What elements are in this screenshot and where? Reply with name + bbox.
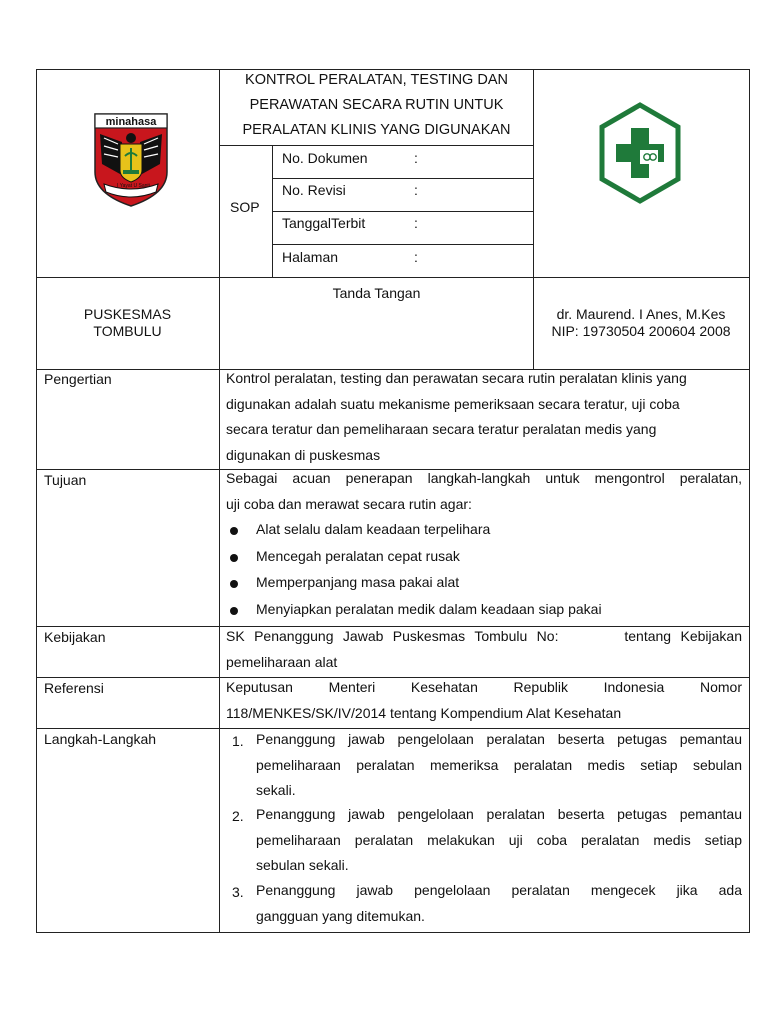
- list-item: Mencegah peralatan cepat rusak: [256, 548, 460, 564]
- signer-info: [533, 306, 749, 340]
- svg-text:minahasa: minahasa: [105, 116, 157, 128]
- signer-name: dr. Maurend. I Anes, M.Kes: [556, 306, 726, 322]
- doc-field-label: No. Revisi: [282, 182, 346, 198]
- doc-field-label: Halaman: [282, 249, 339, 265]
- sop-label: SOP: [230, 199, 260, 215]
- doc-field-sep: :: [414, 182, 418, 198]
- doc-field-label: No. Dokumen: [282, 150, 368, 166]
- bullet-icon: [230, 554, 238, 562]
- section-label-pengertian: Pengertian: [44, 371, 112, 387]
- tujuan-intro: Sebagai acuan penerapan langkah-langkah untuk mengontrol peralatan, uji coba dan merawat secara rutin agar:: [226, 470, 742, 512]
- doc-field-sep: :: [414, 215, 418, 231]
- doc-field-sep: :: [414, 150, 418, 166]
- bullet-icon: [230, 527, 238, 535]
- signature-label: Tanda Tangan: [332, 285, 421, 301]
- section-label-referensi: Referensi: [44, 680, 104, 696]
- puskesmas-logo: [598, 102, 682, 206]
- step-text: Penanggung jawab pengelolaan peralatan beserta petugas pemantau pemeliharaan peralatan memeriksa peralatan medis setiap sebulan sekali.: [256, 731, 742, 798]
- bullet-icon: [230, 607, 238, 615]
- list-item: Memperpanjang masa pakai alat: [256, 574, 460, 590]
- institution-name: PUSKESMAS TOMBULU: [83, 306, 172, 339]
- title-line: KONTROL PERALATAN, TESTING DAN: [245, 72, 508, 88]
- section-label-tujuan: Tujuan: [44, 472, 87, 488]
- kebijakan-text: SK Penanggung Jawab Puskesmas Tombulu No: tentang Kebijakan pemeliharaan alat: [226, 628, 742, 670]
- signer-nip: NIP: 19730504 200604 2008: [551, 323, 731, 339]
- bullet-icon: [230, 580, 238, 588]
- section-label-kebijakan: Kebijakan: [44, 629, 106, 645]
- minahasa-logo: minahasa I Yayat U Santi: [92, 112, 170, 208]
- title-line: PERALATAN KLINIS YANG DIGUNAKAN: [242, 122, 511, 138]
- list-item: Alat selalu dalam keadaan terpelihara: [256, 521, 491, 537]
- list-item: Menyiapkan peralatan medik dalam keadaan siap pakai: [256, 601, 602, 617]
- section-label-langkah: Langkah-Langkah: [44, 731, 157, 747]
- title-line: PERAWATAN SECARA RUTIN UNTUK: [249, 97, 504, 113]
- referensi-text: Keputusan Menteri Kesehatan Republik Indonesia Nomor 118/MENKES/SK/IV/2014 tentang Kompendium Alat Kesehatan: [226, 679, 742, 721]
- doc-field-label: TanggalTerbit: [282, 215, 366, 231]
- step-number: 3.: [232, 884, 244, 900]
- pengertian-text: Kontrol peralatan, testing dan perawatan secara rutin peralatan klinis yang digunakan adalah suatu mekanisme pemeriksaan secara teratur, uji coba secara teratur dan pemeliharaan secara teratur peralatan medis yang digunakan di puskesmas: [226, 370, 687, 463]
- doc-field-sep: :: [414, 249, 418, 265]
- step-number: 2.: [232, 808, 244, 824]
- step-number: 1.: [232, 733, 244, 749]
- document-title: [219, 68, 534, 143]
- step-text: Penanggung jawab pengelolaan peralatan beserta petugas pemantau pemeliharaan peralatan melakukan uji coba peralatan medis setiap sebulan sekali.: [256, 806, 742, 873]
- step-text: Penanggung jawab pengelolaan peralatan mengecek jika ada gangguan yang ditemukan.: [256, 882, 742, 924]
